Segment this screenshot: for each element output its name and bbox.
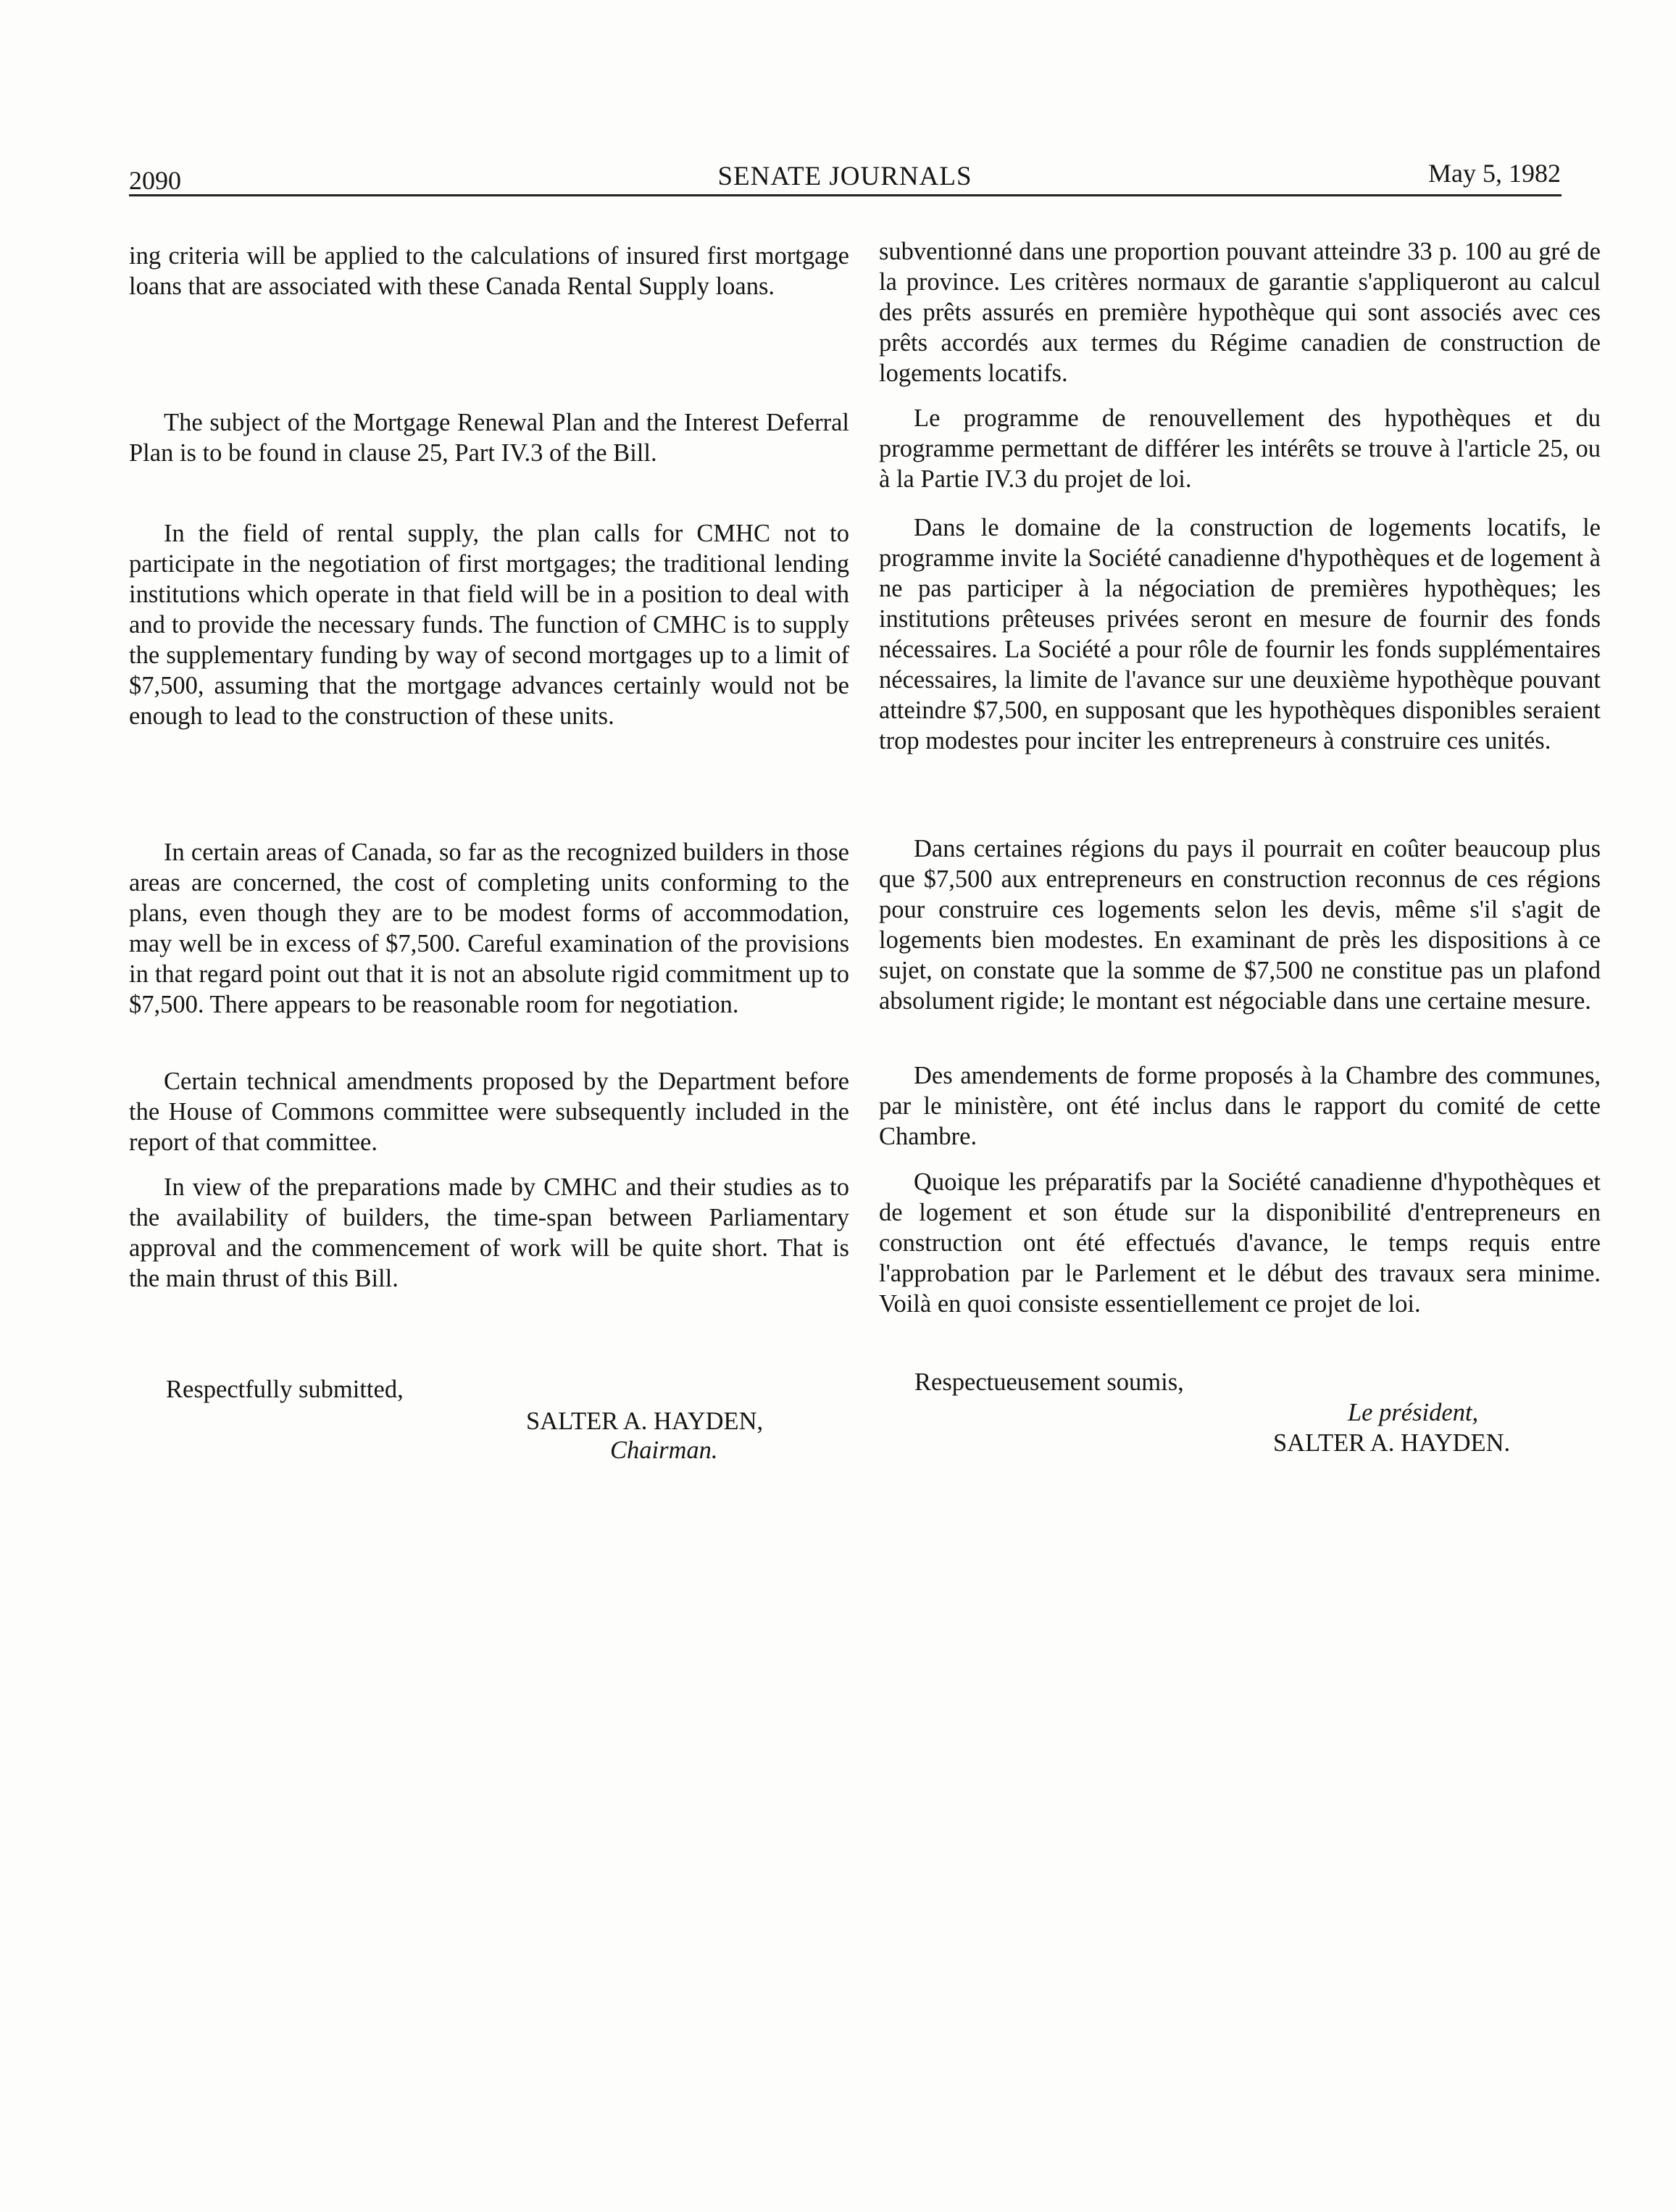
french-paragraph-5: Des amendements de forme proposés à la Chambre des communes, par le ministère, ont été inclus dans le rapport du comité de cette Chambre. xyxy=(879,1062,1601,1150)
journal-date: May 5, 1982 xyxy=(1428,159,1561,188)
english-paragraph-2: The subject of the Mortgage Renewal Plan and the Interest Deferral Plan is to be found in clause 25, Part IV.3 of the Bill. xyxy=(129,409,849,467)
english-signatory-title: Chairman. xyxy=(610,1436,718,1464)
english-paragraph-5: Certain technical amendments proposed by the Department before the House of Commons committee were subsequently included in the report of that committee. xyxy=(129,1068,849,1156)
english-paragraph-4: In certain areas of Canada, so far as the recognized builders in those areas are concerned, the cost of completing units conforming to the plans, even though they are to be modest forms of accommodation, may well be in excess of $7,500. Careful examination of the provisions in that regard point out that it is not an absolute rigid commitment up to $7,500. There appears to be reasonable room for negotiation. xyxy=(129,839,849,1018)
french-paragraph-4: Dans certaines régions du pays il pourrait en coûter beaucoup plus que $7,500 aux entrepreneurs en construction reconnus de ces régions pour construire ces logements selon les devis, même s'il s'agit de logements bien modestes. En examinant de près les dispositions à ce sujet, on constate que la somme de $7,500 ne constitue pas un plafond absolument rigide; le montant est négociable dans une certaine mesure. xyxy=(879,835,1601,1015)
french-paragraph-2: Le programme de renouvellement des hypothèques et du programme permettant de différer les intérêts se trouve à l'article 25, ou à la Partie IV.3 du projet de loi. xyxy=(879,404,1601,493)
french-signatory-name: SALTER A. HAYDEN. xyxy=(1273,1429,1511,1457)
journal-title: SENATE JOURNALS xyxy=(717,162,972,191)
header-rule xyxy=(129,194,1562,196)
english-paragraph-3: In the field of rental supply, the plan calls for CMHC not to participate in the negotiation of first mortgages; the traditional lending institutions which operate in that field will be in a position to deal with and to provide the necessary funds. The function of CMHC is to supply the supplementary funding by way of second mortgages up to a limit of $7,500, assuming that the mortgage advances certainly would not be enough to lead to the construction of these units. xyxy=(129,520,849,730)
page-number: 2090 xyxy=(129,166,181,195)
french-signatory-title: Le président, xyxy=(1348,1399,1479,1426)
english-closing: Respectfully submitted, xyxy=(166,1376,404,1403)
french-closing: Respectueusement soumis, xyxy=(914,1368,1184,1396)
french-paragraph-6: Quoique les préparatifs par la Société canadienne d'hypothèques et de logement et son étude sur la disponibilité d'entrepreneurs en construction ont été effectués d'avance, le temps requis entre l'approbation par le Parlement et le début des travaux sera minime. Voilà en quoi consiste essentiellement ce projet de loi. xyxy=(879,1168,1601,1318)
english-paragraph-1: ing criteria will be applied to the calculations of insured first mortgage loans that are associated with these Canada Rental Supply loans. xyxy=(129,242,849,300)
english-paragraph-6: In view of the preparations made by CMHC and their studies as to the availability of builders, the time-span between Parliamentary approval and the commencement of work will be quite short. That is the main thrust of this Bill. xyxy=(129,1173,849,1292)
english-signatory-name: SALTER A. HAYDEN, xyxy=(526,1408,764,1435)
french-paragraph-3: Dans le domaine de la construction de logements locatifs, le programme invite la Société canadienne d'hypothèques et de logement à ne pas participer à la négociation de premières hypothèques; les institutions prêteuses privées seront en mesure de fournir des fonds nécessaires. La Société a pour rôle de fournir les fonds supplémentaires nécessaires, la limite de l'avance sur une deuxième hypothèque pouvant atteindre $7,500, en supposant que les hypothèques disponibles seraient trop modestes pour inciter les entrepreneurs à construire ces unités. xyxy=(879,514,1601,754)
french-paragraph-1: subventionné dans une proportion pouvant atteindre 33 p. 100 au gré de la province. Les critères normaux de garantie s'appliqueront au calcul des prêts assurés en première hypothèque qui sont associés avec ces prêts accordés aux termes du Régime canadien de construction de logements locatifs. xyxy=(879,238,1601,387)
